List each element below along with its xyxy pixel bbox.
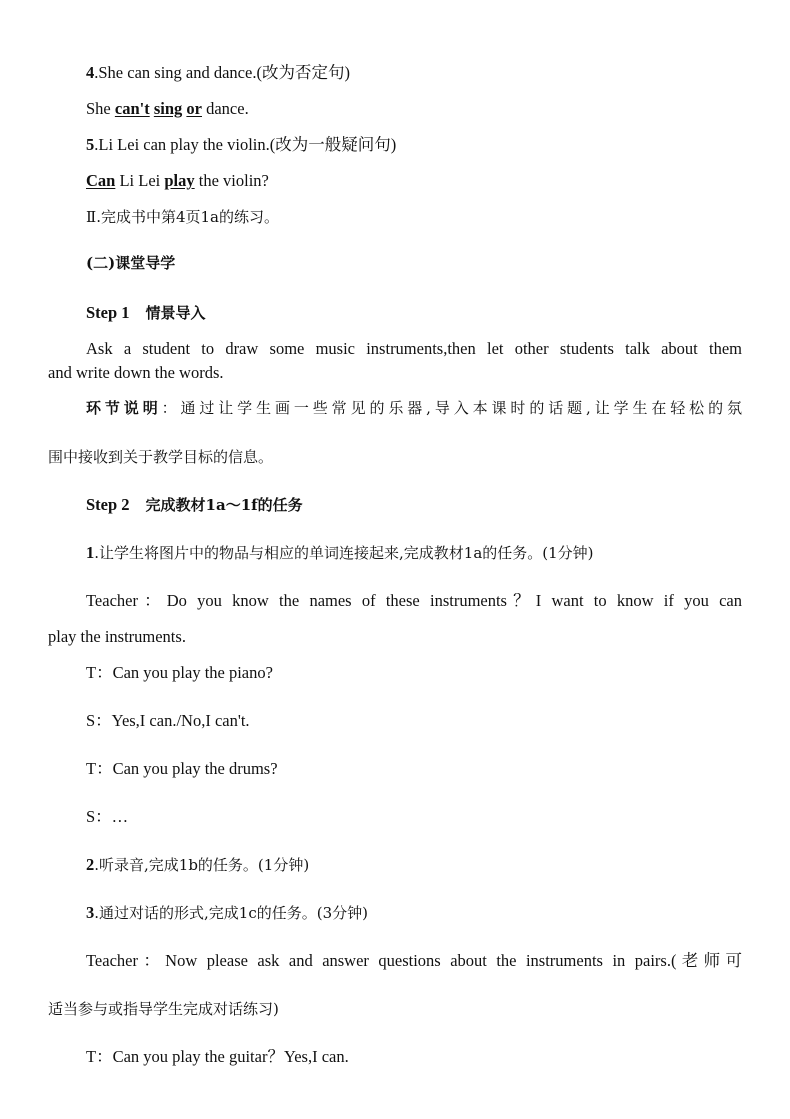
teacher-line-2: play the instruments. [48,627,186,646]
task-3-instruction: 3.通过对话的形式,完成1c的任务。(3分钟) [86,903,368,922]
teacher-pairs-line-1: Teacher：Now please ask and answer questions about the instruments in pairs.(老师可 [86,951,742,970]
section-heading-classroom: (二)课堂导学 [86,254,176,272]
dialogue-t-guitar: T：Can you play the guitar？Yes,I can. [86,1047,349,1066]
dialogue-t-drums: T：Can you play the drums? [86,759,278,778]
step-1-body-line-2: and write down the words. [48,363,224,382]
task-2-instruction: 2.听录音,完成1b的任务。(1分钟) [86,855,310,874]
step-1-note-line-2: 围中接收到关于教学目标的信息。 [48,448,274,466]
exercise-5-prompt: 5.Li Lei can play the violin.(改为一般疑问句) [86,135,397,154]
step-1-body-line-1: Ask a student to draw some music instruments,then let other students talk about them [86,339,742,358]
section-ii-instruction: Ⅱ.完成书中第4页1a的练习。 [86,208,279,226]
dialogue-s-answer: S：Yes,I can./No,I can't. [86,711,250,730]
step-1-heading: Step 1 情景导入 [86,303,206,322]
teacher-line-1: Teacher：Do you know the names of these instruments？I want to know if you can [86,591,742,610]
step-2-heading: Step 2 完成教材1a～1f的任务 [86,495,303,514]
task-1-instruction: 1.让学生将图片中的物品与相应的单词连接起来,完成教材1a的任务。(1分钟) [86,543,594,562]
teacher-pairs-line-2: 适当参与或指导学生完成对话练习) [48,1000,279,1018]
exercise-4-answer: She can't sing or dance. [86,99,249,118]
dialogue-s-ellipsis: S：… [86,807,129,826]
dialogue-t-piano: T：Can you play the piano? [86,663,273,682]
exercise-5-answer: Can Li Lei play the violin? [86,171,269,190]
step-1-note-line-1: 环节说明：通过让学生画一些常见的乐器,导入本课时的话题,让学生在轻松的氛 [86,399,742,417]
exercise-4-prompt: 4.She can sing and dance.(改为否定句) [86,63,350,82]
